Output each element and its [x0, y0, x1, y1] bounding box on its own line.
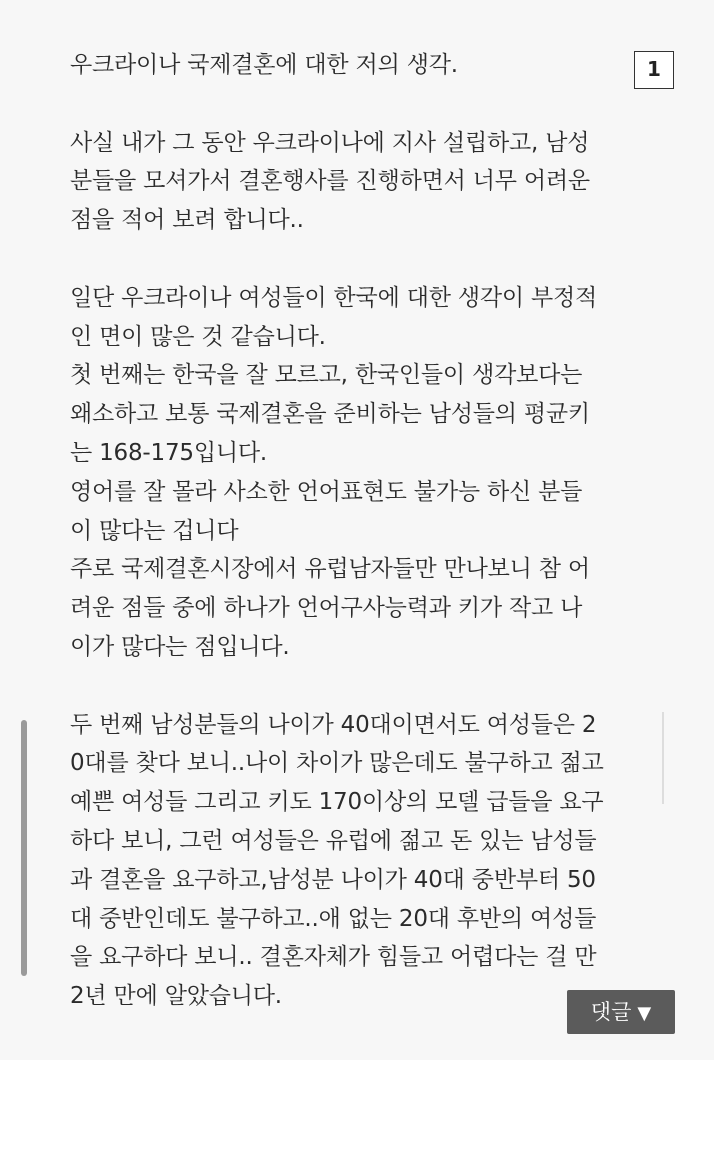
comment-toggle-button[interactable] [567, 990, 675, 1034]
article-text [70, 46, 650, 1016]
text-line: 두 번째 남성분들의 나이가 40대이면서도 여성들은 2 [70, 711, 597, 738]
text-line: 사실 내가 그 동안 우크라이나에 지사 설립하고, 남성 [70, 129, 590, 156]
text-line: 0대를 찾다 보니..나이 차이가 많은데도 불구하고 젊고 [70, 750, 604, 777]
text-line: 점을 적어 보려 합니다.. [70, 207, 304, 234]
paragraph-gap [70, 667, 650, 706]
text-line: 예쁜 여성들 그리고 키도 170이상의 모델 급들을 요구 [70, 789, 604, 816]
text-line: 첫 번째는 한국을 잘 모르고, 한국인들이 생각보다는 [70, 362, 583, 389]
text-line: 하다 보니, 그런 여성들은 유럽에 젊고 돈 있는 남성들 [70, 827, 597, 854]
text-line: 을 요구하다 보니.. 결혼자체가 힘들고 어렵다는 걸 만 [70, 944, 597, 971]
paragraph-second-reason [70, 706, 650, 1016]
text-line: 분들을 모셔가서 결혼행사를 진행하면서 너무 어려운 [70, 168, 590, 195]
chevron-down-icon: ▼ [637, 1003, 652, 1024]
quote-marker-bar [21, 720, 27, 976]
post-title: 우크라이나 국제결혼에 대한 저의 생각. [70, 52, 458, 78]
text-line: 2년 만에 알았습니다. [70, 983, 282, 1010]
text-line: 영어를 잘 몰라 사소한 언어표현도 불가능 하신 분들 [70, 478, 583, 505]
text-line: 이가 많다는 점입니다. [70, 633, 290, 660]
paragraph-gap [70, 240, 650, 279]
paragraph-first-reason [70, 279, 650, 667]
side-divider [662, 712, 664, 804]
text-line: 이 많다는 겁니다 [70, 517, 239, 544]
page-number-badge: 1 [634, 51, 674, 89]
text-line: 대 중반인데도 불구하고..애 없는 20대 후반의 여성들 [70, 905, 597, 932]
text-line: 인 면이 많은 것 같습니다. [70, 323, 326, 350]
text-line: 과 결혼을 요구하고,남성분 나이가 40대 중반부터 50 [70, 866, 596, 893]
paragraph-gap [70, 85, 650, 124]
text-line: 주로 국제결혼시장에서 유럽남자들만 만나보니 참 어 [70, 556, 590, 583]
paragraph-intro [70, 124, 650, 240]
text-line: 려운 점들 중에 하나가 언어구사능력과 키가 작고 나 [70, 595, 583, 622]
text-line: 는 168-175입니다. [70, 439, 267, 466]
comment-button-label: 댓글 [590, 1000, 632, 1024]
text-line: 왜소하고 보통 국제결혼을 준비하는 남성들의 평균키 [70, 401, 590, 428]
text-line: 일단 우크라이나 여성들이 한국에 대한 생각이 부정적 [70, 284, 598, 311]
